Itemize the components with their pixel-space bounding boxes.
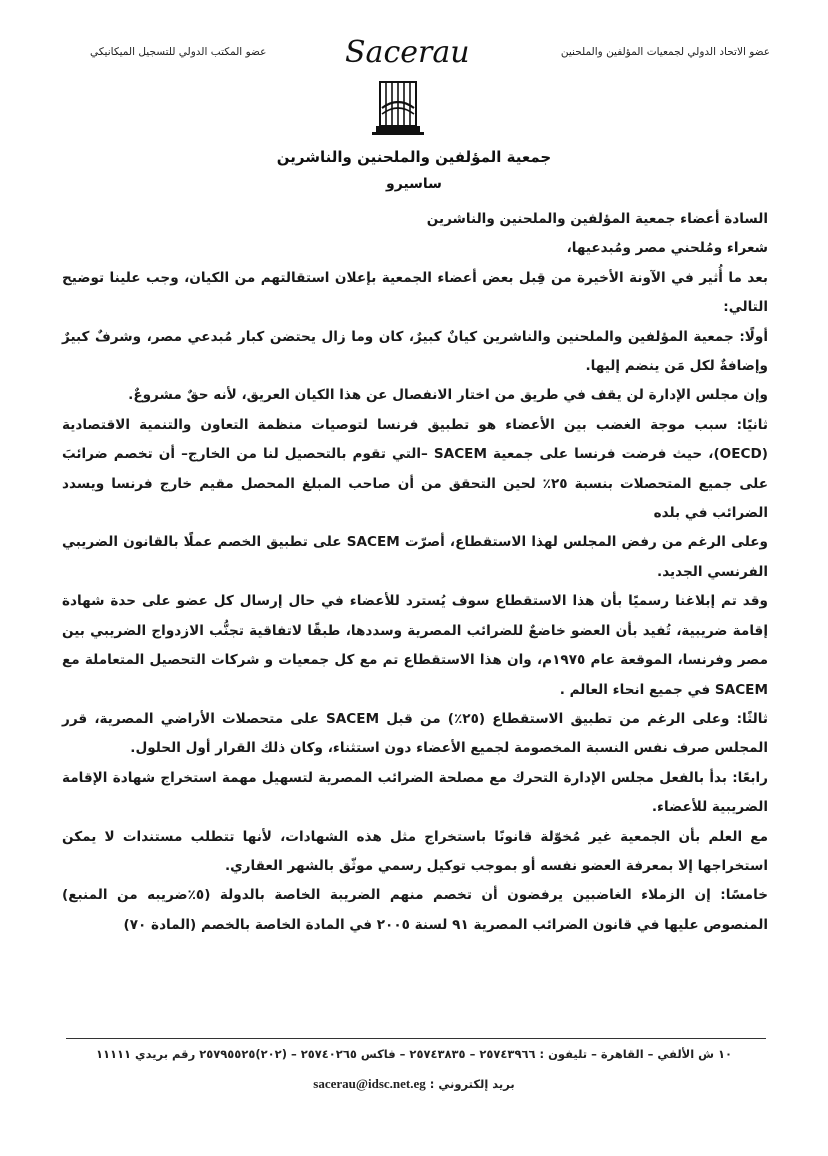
header-membership-left: عضو المكتب الدولي للتسجيل الميكانيكي [90, 46, 267, 58]
sacem-insistence-paragraph: وعلى الرغم من رفض المجلس لهذا الاستقطاع، أصرّت SACEM على تطبيق الخصم عملًا بالقانون الضريبي الفرنسي الجديد. [62, 534, 768, 580]
certificate-note-paragraph: مع العلم بأن الجمعية غير مُخوّلة قانونًا باستخراج مثل هذه الشهادات، لأنها تتطلب مستندات لا يمكن استخراجها إلا بمعرفة العضو نفسه أو بموجب توكيل رسمي موثّق بالشهر العقاري. [62, 828, 768, 874]
point-five-paragraph: خامسًا: إن الزملاء الغاضبين يرفضون أن تخصم منهم الضريبة الخاصة بالدولة (٥٪ضريبه من المنبع) المنصوص عليها في قانون الضرائب المصرية ٩١ لسنة ٢٠٠٥ في المادة الخاصة بالخصم (المادة ٧٠) [62, 887, 768, 933]
point-two-paragraph: ثانيًا: سبب موجة الغضب بين الأعضاء هو تطبيق فرنسا لتوصيات منظمة التعاون والتنمية الاقتصادية (OECD)، حيث فرضت فرنسا على جمعية SACEM –التي تقوم بالتحصيل لنا من الخارج– أن تخصم ضرائبَ على جميع المتحصلات بنسبة ٢٥٪ لحين التحقق من أن صاحب المبلغ المحصل مقيم خارج فرنسا ويسدد الضرائب في بلده [62, 416, 768, 522]
header-membership-right: عضو الاتحاد الدولي لجمعيات المؤلفين والملحنين [560, 46, 770, 58]
footer-address: ١٠ ش الألفي – القاهرة – تليفون : ٢٥٧٤٣٩٦٦ – ٢٥٧٤٣٨٣٥ – فاكس ٢٥٧٤٠٢٦٥ – (٢٠٢)٢٥٧٩٥٥٢٥ رقم بريدي ١١١١١ [95, 1047, 733, 1061]
salutation-line: السادة أعضاء جمعية المؤلفين والملحنين والناشرين [426, 211, 768, 227]
footer-email-line [0, 1076, 828, 1092]
board-position-paragraph: وإن مجلس الإدارة لن يقف في طريق من اختار الانفصال عن هذا الكيان العريق، لأنه حقٌ مشروعٌ. [128, 387, 768, 404]
brand-wordmark: Sacerau [345, 35, 470, 70]
footer-divider [66, 1038, 766, 1039]
letter-body [62, 205, 768, 940]
footer-email-label: بريد إلكتروني : [429, 1077, 515, 1091]
footer-email-link[interactable]: sacerau@idsc.net.eg [313, 1076, 426, 1091]
point-three-paragraph: ثالثًا: وعلى الرغم من تطبيق الاستقطاع (٢٥٪) من قبل SACEM على متحصلات الأراضي المصرية، قرر المجلس صرف نفس النسبة المخصومة لجميع الأعضاء دون استثناء، وكان ذلك القرار أول الحلول. [62, 710, 768, 757]
refund-notice-paragraph: وقد تم إبلاغنا رسميًا بأن هذا الاستقطاع سوف يُسترد للأعضاء في حال إرسال كل عضو على حدة شهادة إقامة ضريبية، تُفيد بأن العضو خاضعٌ للضرائب المصرية وسددها، طبقًا لاتفاقية تجنُّب الازدواج الضريبي بين مصر وفرنسا، الموقعة عام ١٩٧٥م، وان هذا الاستقطاع تم مع كل جمعيات و شركات التحصيل المتعاملة مع SACEM في جميع انحاء العالم . [62, 593, 768, 698]
society-short-name: ساسيرو [386, 176, 442, 192]
greeting-line: شعراء ومُلحني مصر ومُبدعيها، [566, 240, 768, 257]
society-emblem-icon [360, 78, 436, 142]
society-name-title: جمعية المؤلفين والملحنين والناشرين [276, 148, 552, 166]
intro-paragraph: بعد ما أُثير في الآونة الأخيرة من قِبل بعض أعضاء الجمعية بإعلان استقالتهم من الكيان، وجب علينا توضيح التالي: [62, 269, 768, 316]
point-one-paragraph: أولًا: جمعية المؤلفين والملحنين والناشرين كيانٌ كبيرٌ، كان وما زال يحتضن كبار مُبدعي مصر، وشرفٌ كبيرٌ وإضافةٌ لكل مَن ينضم إليها. [62, 328, 768, 375]
point-four-paragraph: رابعًا: بدأ بالفعل مجلس الإدارة التحرك مع مصلحة الضرائب المصرية لتسهيل مهمة استخراج شهادة الإقامة الضريبية للأعضاء. [62, 769, 768, 816]
